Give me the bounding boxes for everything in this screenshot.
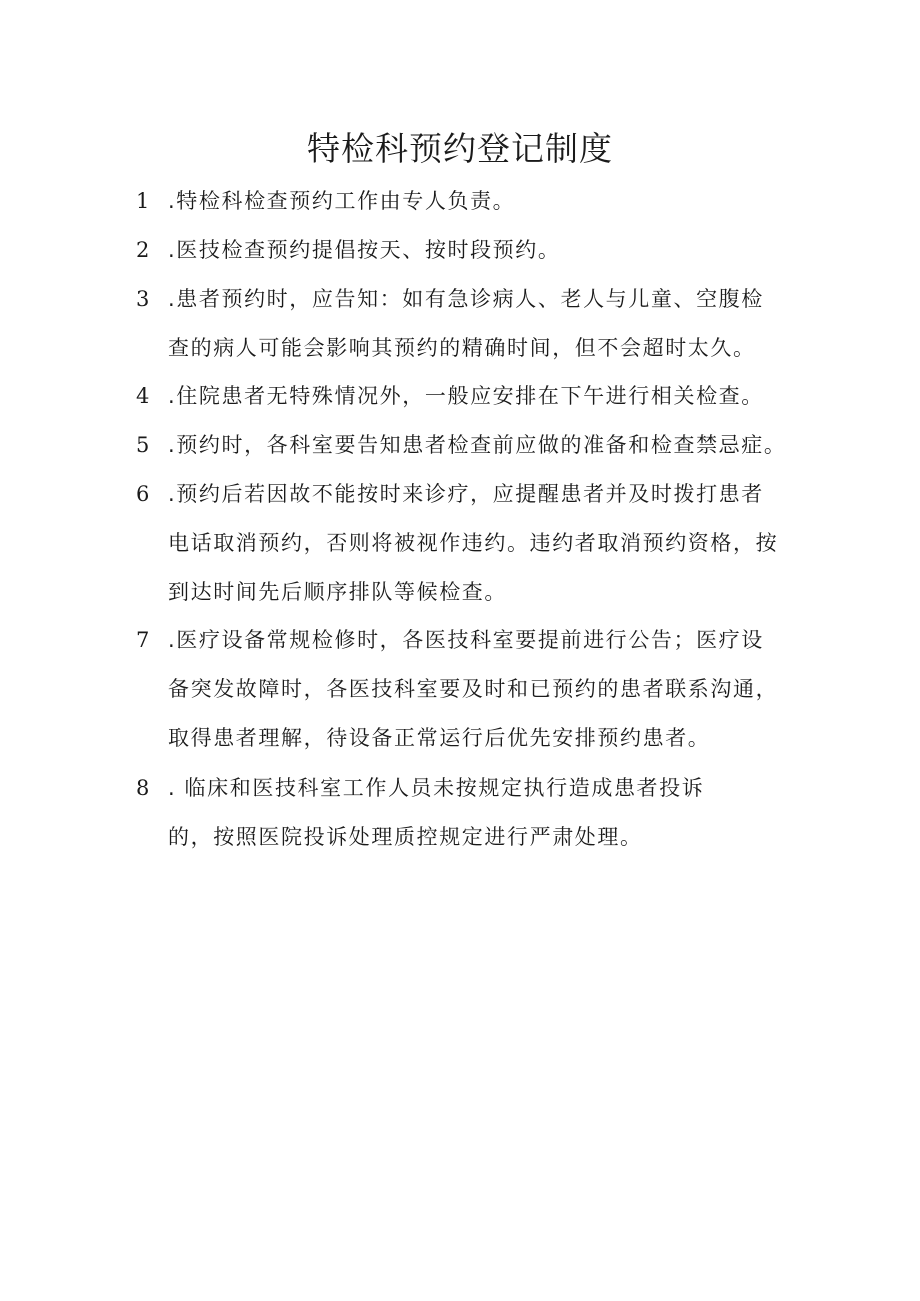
- list-item-text: .预约时，各科室要告知患者检查前应做的准备和检查禁忌症。: [168, 433, 787, 457]
- list-item: [136, 372, 816, 421]
- list-item-continuation: 备突发故障时，各医技科室要及时和已预约的患者联系沟通，: [168, 677, 779, 701]
- list-item-line: [136, 764, 816, 813]
- list-item-line: [136, 372, 816, 421]
- list-item-text: .住院患者无特殊情况外，一般应安排在下午进行相关检查。: [168, 384, 764, 408]
- list-item-number: 8: [136, 776, 150, 800]
- list-item: [136, 421, 816, 470]
- list-item-line: [136, 226, 816, 275]
- list-item-text: .特检科检查预约工作由专人负责。: [168, 189, 516, 213]
- list-item-number: 4: [136, 384, 150, 408]
- list-item: [136, 275, 816, 373]
- list-item-text: .患者预约时，应告知：如有急诊病人、老人与儿童、空腹检: [168, 287, 764, 311]
- list-item: [136, 177, 816, 226]
- list-item: [136, 764, 816, 862]
- list-item-continuation: 查的病人可能会影响其预约的精确时间，但不会超时太久。: [168, 336, 756, 360]
- list-item-number: 3: [136, 287, 150, 311]
- list-item-text: . 临床和医技科室工作人员未按规定执行造成患者投诉: [168, 776, 705, 800]
- list-item-continuation: 到达时间先后顺序排队等候检查。: [168, 580, 507, 604]
- list-item-continuation: 的，按照医院投诉处理质控规定进行严肃处理。: [168, 825, 643, 849]
- list-item-line: [136, 275, 816, 324]
- list-item-text: .医疗设备常规检修时，各医技科室要提前进行公告；医疗设: [168, 628, 764, 652]
- list-item-continuation: 电话取消预约，否则将被视作违约。违约者取消预约资格，按: [168, 531, 779, 555]
- list-item: [136, 226, 816, 275]
- list-item-line: [136, 470, 816, 519]
- list-item: [136, 616, 816, 763]
- list-item-continuation: 取得患者理解，待设备正常运行后优先安排预约患者。: [168, 726, 711, 750]
- list-item-number: 1: [136, 189, 150, 213]
- document-title: 特检科预约登记制度: [307, 129, 613, 168]
- list-item-number: 7: [136, 628, 150, 652]
- list-item: [136, 470, 816, 617]
- list-item-number: 2: [136, 238, 150, 262]
- list-item-line: [136, 177, 816, 226]
- list-item-line: [136, 421, 816, 470]
- list-item-number: 5: [136, 433, 150, 457]
- list-item-line: [136, 616, 816, 665]
- list-item-text: .预约后若因故不能按时来诊疗，应提醒患者并及时拨打患者: [168, 482, 764, 506]
- list-item-text: .医技检查预约提倡按天、按时段预约。: [168, 238, 561, 262]
- list-item-number: 6: [136, 482, 150, 506]
